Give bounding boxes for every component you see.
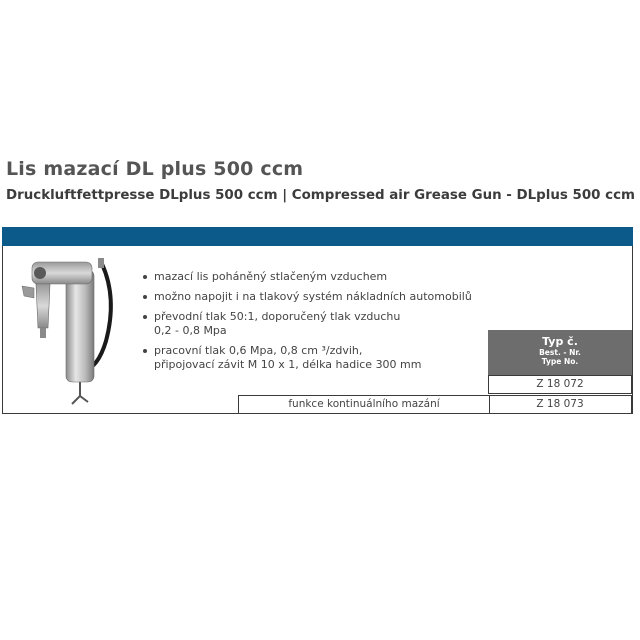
bullet-icon [143,349,147,353]
list-item [140,270,472,284]
table-row [488,375,632,394]
bullet-icon [143,315,147,319]
feature-text: možno napojit i na tlakový systém nákladních automobilů [154,290,472,303]
feature-text: převodní tlak 50:1, doporučený tlak vzduchu 0,2 - 0,8 Mpa [154,310,401,337]
list-item [140,344,472,372]
type-header-main: Typ č. [542,335,578,348]
type-code: Z 18 073 [536,398,584,410]
type-header-de: Best. - Nr. [539,348,581,357]
page-title: Lis mazací DL plus 500 ccm [6,158,304,180]
type-code: Z 18 072 [536,378,584,390]
page-subtitle: Druckluftfettpresse DLplus 500 ccm | Compressed air Grease Gun - DLplus 500 ccm [6,188,635,203]
bullet-icon [143,295,147,299]
panel-bottom-border [2,413,633,414]
feature-text: mazací lis poháněný stlačeným vzduchem [154,270,388,283]
list-item [140,290,472,304]
table-row [238,395,632,414]
section-bar [2,227,633,246]
feature-list [140,270,472,378]
grease-gun-illustration [14,256,134,416]
feature-text: pracovní tlak 0,6 Mpa, 0,8 cm ³/zdvih, připojovací závit M 10 x 1, délka hadice 300 mm [154,344,422,371]
type-header-en: Type No. [541,357,579,366]
bullet-icon [143,275,147,279]
type-number-header [488,330,632,375]
list-item [140,310,472,338]
row-label: funkce kontinuálního mazání [239,396,490,413]
